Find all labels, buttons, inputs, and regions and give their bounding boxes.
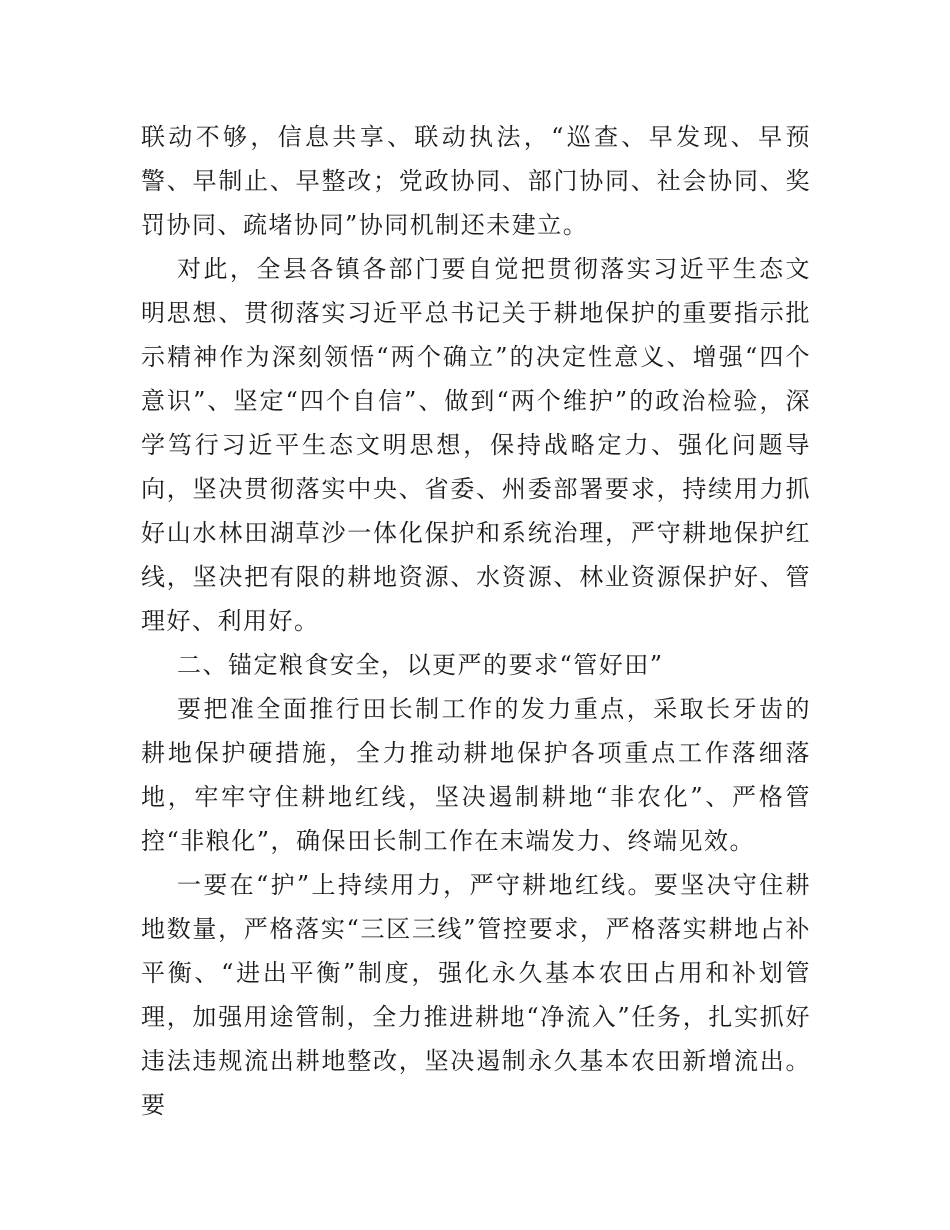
paragraph-response: 对此，全县各镇各部门要自觉把贯彻落实习近平生态文明思想、贯彻落实习近平总书记关于耕地保护的重要指示批示精神作为深刻领悟“两个确立”的决定性意义、增强“四个意识”、坚定“四个自信”、做到“两个维护”的政治检验，深学笃行习近平生态文明思想，保持战略定力、强化问题导向，坚决贯彻落实中央、省委、州委部署要求，持续用力抓好山水林田湖草沙一体化保护和系统治理，严守耕地保护红线，坚决把有限的耕地资源、水资源、林业资源保护好、管理好、利用好。 — [141, 255, 811, 635]
paragraph-point-one: 一要在“护”上持续用力，严守耕地红线。要坚决守住耕地数量，严格落实“三区三线”管控要求，严格落实耕地占补平衡、“进出平衡”制度，强化永久基本农田占用和补划管理，加强用途管制，全力推进耕地“净流入”任务，扎实抓好违法违规流出耕地整改，坚决遏制永久基本农田新增流出。要 — [141, 871, 811, 1119]
section-heading: 二、锚定粮食安全，以更严的要求“管好田” — [177, 651, 664, 679]
document-body — [141, 115, 811, 1127]
paragraph-continuation: 联动不够，信息共享、联动执法，“巡查、早发现、早预警、早制止、早整改；党政协同、部门协同、社会协同、奖罚协同、疏堵协同”协同机制还未建立。 — [141, 123, 811, 239]
paragraph-section-intro: 要把准全面推行田长制工作的发力重点，采取长牙齿的耕地保护硬措施，全力推动耕地保护各项重点工作落细落地，牢牢守住耕地红线，坚决遏制耕地“非农化”、严格管控“非粮化”，确保田长制工作在末端发力、终端见效。 — [141, 695, 811, 855]
